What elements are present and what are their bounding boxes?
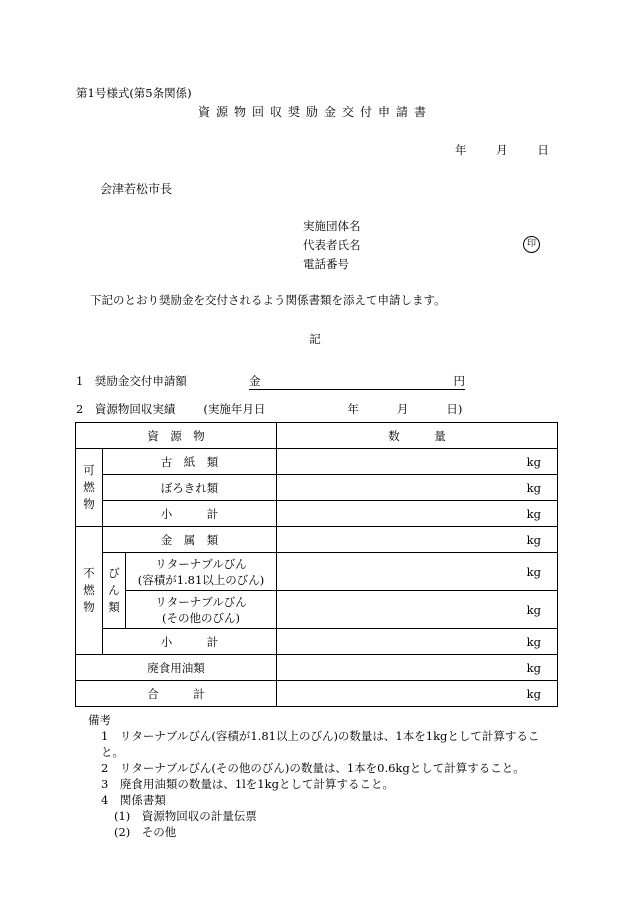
- row-paper: 古 紙 類: [103, 449, 277, 475]
- section2-title: 2 資源物回収実績: [76, 402, 176, 416]
- noncombustible-group: 不 燃 物: [76, 527, 103, 655]
- date-year: 年: [455, 143, 467, 157]
- note-3: 3 廃食用油類の数量は、1lを1kgとして計算すること。: [101, 777, 394, 791]
- table-row: [76, 681, 558, 707]
- note-2: 2 リターナブルびん(その他のびん)の数量は、1本を0.6kgとして計算すること。: [101, 761, 525, 775]
- note-4-2: (2) その他: [114, 825, 177, 839]
- org-name-label: 実施団体名: [303, 219, 361, 233]
- table-row: [76, 501, 558, 527]
- addressee: 会津若松市長: [100, 182, 173, 196]
- row-waste-oil: 廃食用油類: [76, 655, 277, 681]
- impl-day: 日): [446, 402, 463, 416]
- bottle-large-line1: リターナブルびん: [155, 556, 247, 571]
- row-rags: ぼろきれ類: [103, 475, 277, 501]
- table-row: [76, 449, 558, 475]
- bottle-group: び ん 類: [103, 553, 126, 629]
- qty-bottle-large: kg: [277, 553, 558, 591]
- qty-total: kg: [277, 681, 558, 707]
- section2-label: [76, 401, 462, 417]
- table-row: [76, 591, 558, 629]
- qty-bottle-other: kg: [277, 591, 558, 629]
- table-row: [76, 527, 558, 553]
- impl-date-label: (実施年月日: [203, 402, 266, 416]
- representative-label: 代表者氏名: [303, 238, 361, 252]
- header-quantity: 数 量: [277, 423, 558, 449]
- row-metal: 金 属 類: [103, 527, 277, 553]
- row-noncombustible-subtotal: 小 計: [103, 629, 277, 655]
- section1-label: 1 奨励金交付申請額: [76, 374, 187, 388]
- application-date: [455, 142, 549, 158]
- bottle-other-line2: (その他のびん): [162, 610, 240, 625]
- qty-metal: kg: [277, 527, 558, 553]
- amount-suffix: 円: [453, 374, 465, 388]
- note-4: 4 関係書類: [101, 793, 166, 807]
- phone-label: 電話番号: [303, 257, 349, 271]
- row-bottle-other: [126, 591, 277, 629]
- row-combustible-subtotal: 小 計: [103, 501, 277, 527]
- page-title: 資源物回収奨励金交付申請書: [197, 105, 432, 119]
- qty-combustible-subtotal: kg: [277, 501, 558, 527]
- table-row: [76, 475, 558, 501]
- table-row: [76, 629, 558, 655]
- row-bottle-large: [126, 553, 277, 591]
- impl-year: 年: [347, 402, 359, 416]
- header-item: 資 源 物: [76, 423, 277, 449]
- table-row: [76, 553, 558, 591]
- seal-mark: 印: [523, 236, 540, 253]
- intro-text: 下記のとおり奨励金を交付されるよう関係書類を添えて申請します。: [90, 293, 446, 307]
- table-header-row: [76, 423, 558, 449]
- qty-noncombustible-subtotal: kg: [277, 629, 558, 655]
- recovery-table: [75, 422, 558, 707]
- notes-heading: 備考: [88, 713, 111, 727]
- combustible-group: 可 燃 物: [76, 449, 103, 527]
- ki-heading: 記: [309, 332, 321, 346]
- bottle-large-line2: (容積が1.81以上のびん): [137, 572, 265, 587]
- note-4-1: (1) 資源物回収の計量伝票: [114, 809, 257, 823]
- impl-month: 月: [396, 402, 409, 416]
- table-row: [76, 655, 558, 681]
- date-day: 日: [537, 143, 549, 157]
- qty-rags: kg: [277, 475, 558, 501]
- qty-paper: kg: [277, 449, 558, 475]
- bottle-other-line1: リターナブルびん: [155, 594, 247, 609]
- amount-prefix: 金: [249, 374, 261, 388]
- note-1-cont: と。: [101, 745, 124, 759]
- note-1: 1 リターナブルびん(容積が1.81以上のびん)の数量は、1本を1kgとして計算するこ: [101, 729, 540, 743]
- date-month: 月: [496, 143, 508, 157]
- qty-waste-oil: kg: [277, 655, 558, 681]
- amount-field: [249, 373, 465, 390]
- form-number: 第1号様式(第5条関係): [76, 86, 192, 100]
- row-total: 合 計: [76, 681, 277, 707]
